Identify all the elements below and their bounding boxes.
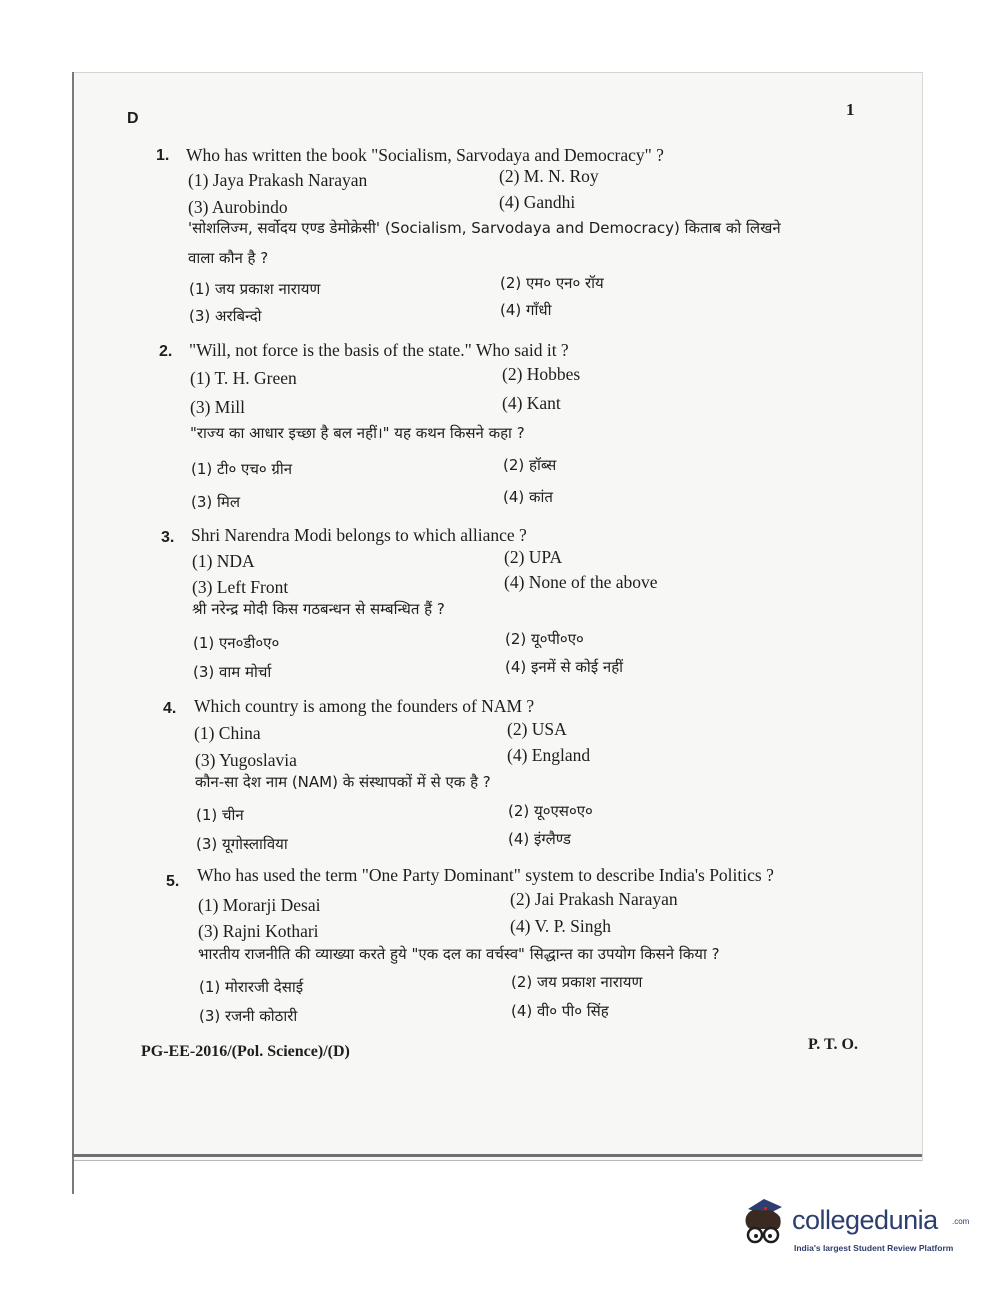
question-2-hindi-text: "राज्य का आधार इच्छा है बल नहीं।" यह कथन किसने कहा ?	[190, 424, 525, 442]
question-3-text: Shri Narendra Modi belongs to which alliance ?	[191, 525, 527, 545]
set-code: D	[127, 110, 139, 127]
question-1-option-1: (1) Jaya Prakash Narayan	[188, 170, 368, 190]
question-5-hindi-option-3: (3) रजनी कोठारी	[199, 1007, 298, 1025]
question-1-hindi-option-1: (1) जय प्रकाश नारायण	[189, 280, 321, 298]
question-2-option-1: (1) T. H. Green	[190, 368, 297, 388]
question-4-number: 4.	[163, 700, 177, 717]
student-mascot-icon	[738, 1195, 788, 1255]
question-1-hindi-option-4: (4) गाँधी	[500, 301, 552, 319]
question-5-number: 5.	[166, 873, 180, 890]
question-1-number: 1.	[156, 147, 170, 164]
question-4-hindi-option-3: (3) यूगोस्लाविया	[196, 835, 288, 853]
question-5-hindi-option-1: (1) मोरारजी देसाई	[199, 978, 304, 996]
brand-name: collegedunia	[792, 1205, 938, 1235]
question-3-option-2: (2) UPA	[504, 547, 563, 567]
question-1-option-4: (4) Gandhi	[499, 192, 576, 212]
question-3-hindi-option-3: (3) वाम मोर्चा	[193, 663, 272, 681]
question-5-hindi-option-4: (4) वी० पी० सिंह	[511, 1002, 609, 1020]
question-3-hindi-text: श्री नरेन्द्र मोदी किस गठबन्धन से सम्बन्धित हैं ?	[192, 600, 445, 618]
pto-label: P. T. O.	[808, 1036, 858, 1053]
question-3-number: 3.	[161, 529, 175, 546]
question-1-hindi-text-line-2: वाला कौन है ?	[188, 249, 269, 267]
page-left-edge	[72, 72, 74, 1194]
question-5-option-4: (4) V. P. Singh	[510, 916, 611, 936]
brand-tagline: India's largest Student Review Platform	[794, 1243, 954, 1253]
question-2-number: 2.	[159, 343, 173, 360]
question-5-hindi-text: भारतीय राजनीति की व्याख्या करते हुये "एक दल का वर्चस्व" सिद्धान्त का उपयोग किसने किया ?	[198, 945, 720, 963]
question-2-option-4: (4) Kant	[502, 393, 561, 413]
question-5-option-2: (2) Jai Prakash Narayan	[510, 889, 678, 909]
paper-code: PG-EE-2016/(Pol. Science)/(D)	[141, 1043, 350, 1060]
question-1-option-2: (2) M. N. Roy	[499, 166, 599, 186]
page-bottom-edge-shadow	[74, 1160, 922, 1161]
question-3-option-4: (4) None of the above	[504, 572, 658, 592]
question-5-option-3: (3) Rajni Kothari	[198, 921, 319, 941]
question-2-option-3: (3) Mill	[190, 397, 245, 417]
question-3-option-1: (1) NDA	[192, 551, 255, 571]
question-3-hindi-option-1: (1) एन०डी०ए०	[193, 634, 280, 652]
question-2-option-2: (2) Hobbes	[502, 364, 581, 384]
brand-tld: .com	[952, 1217, 970, 1226]
question-4-hindi-option-4: (4) इंग्लैण्ड	[508, 830, 571, 848]
question-4-hindi-option-2: (2) यू०एस०ए०	[508, 802, 593, 820]
question-1-text: Who has written the book "Socialism, Sarvodaya and Democracy" ?	[186, 145, 664, 165]
question-2-hindi-option-1: (1) टी० एच० ग्रीन	[191, 460, 293, 478]
question-1-hindi-option-3: (3) अरबिन्दो	[189, 307, 262, 325]
question-4-option-3: (3) Yugoslavia	[195, 750, 297, 770]
question-3-hindi-option-4: (4) इनमें से कोई नहीं	[505, 658, 624, 676]
question-1-hindi-option-2: (2) एम० एन० रॉय	[500, 274, 604, 292]
question-2-hindi-option-2: (2) हॉब्स	[503, 456, 557, 474]
question-4-option-2: (2) USA	[507, 719, 567, 739]
question-2-hindi-option-3: (3) मिल	[191, 493, 241, 511]
question-4-hindi-text: कौन-सा देश नाम (NAM) के संस्थापकों में से एक है ?	[195, 773, 491, 791]
question-4-text: Which country is among the founders of NAM ?	[194, 696, 535, 716]
question-5-text: Who has used the term "One Party Dominant" system to describe India's Politics ?	[197, 865, 774, 885]
question-1-hindi-text-line-1: 'सोशलिज्म, सर्वोदय एण्ड डेमोक्रेसी' (Socialism, Sarvodaya and Democracy) किताब को लिखने	[188, 219, 781, 237]
question-3-option-3: (3) Left Front	[192, 577, 289, 597]
collegedunia-watermark	[738, 1195, 970, 1259]
question-5-option-1: (1) Morarji Desai	[198, 895, 321, 915]
page-bottom-edge	[72, 1154, 922, 1157]
question-2-hindi-option-4: (4) कांत	[503, 488, 553, 506]
question-1-option-3: (3) Aurobindo	[188, 197, 288, 217]
page-number: 1	[846, 100, 855, 119]
question-4-hindi-option-1: (1) चीन	[196, 806, 244, 824]
question-4-option-1: (1) China	[194, 723, 261, 743]
question-2-text: "Will, not force is the basis of the state." Who said it ?	[189, 340, 569, 360]
question-5-hindi-option-2: (2) जय प्रकाश नारायण	[511, 973, 643, 991]
question-4-option-4: (4) England	[507, 745, 591, 765]
question-3-hindi-option-2: (2) यू०पी०ए०	[505, 630, 584, 648]
